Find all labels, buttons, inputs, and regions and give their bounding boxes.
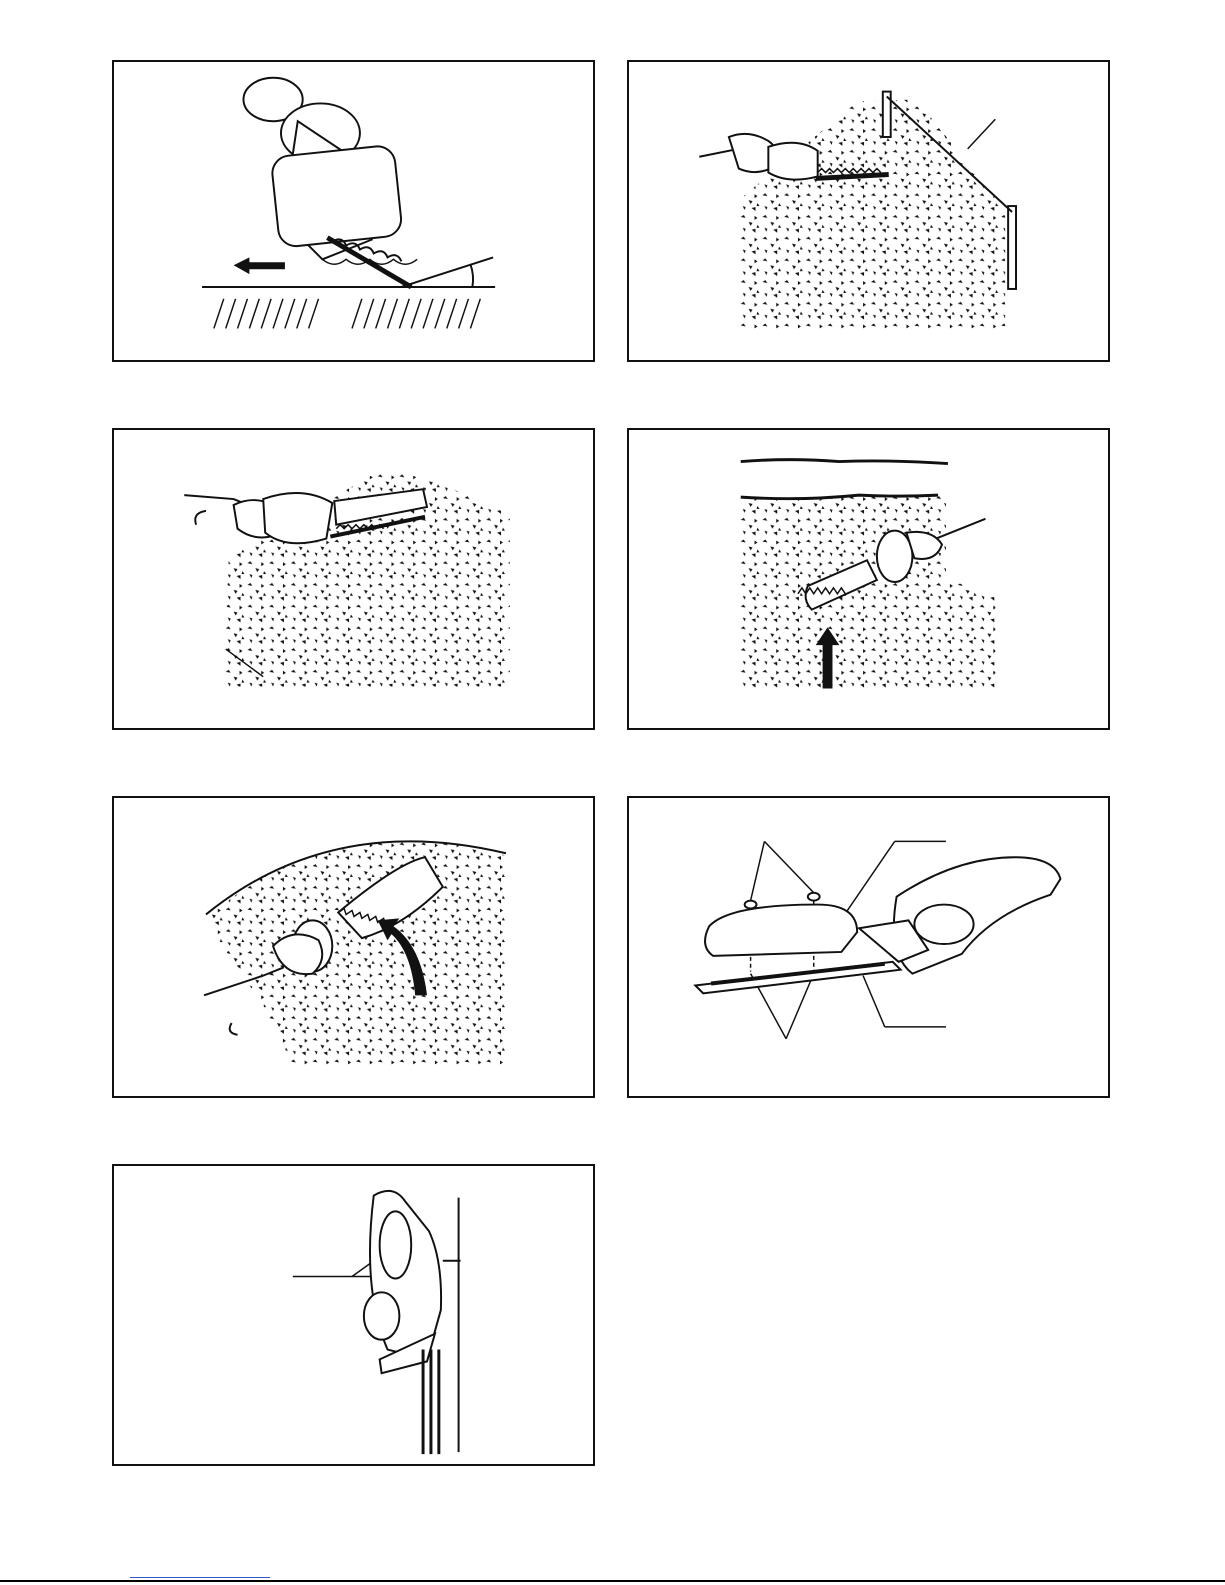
figure-wall-hanging-storage xyxy=(112,1164,595,1466)
leader-screws-left xyxy=(751,841,765,900)
hedge-foliage xyxy=(739,495,996,691)
footer-link-underline xyxy=(130,1577,270,1578)
leader-blade xyxy=(863,976,885,1027)
illustration-upward-trim xyxy=(629,430,1108,728)
figure-trimming-along-string-guide xyxy=(627,60,1110,362)
illustration-cover-assembly xyxy=(629,798,1108,1096)
illustration-hedge-top xyxy=(114,430,593,728)
stake-right xyxy=(1008,206,1016,289)
figure-trimming-rounded-top xyxy=(112,796,595,1098)
blade-cover xyxy=(705,905,857,956)
screw-left xyxy=(745,901,757,909)
tool-grip xyxy=(914,905,973,944)
angle-line xyxy=(401,257,493,287)
angle-arc xyxy=(470,264,473,287)
footer-rule xyxy=(0,1580,1225,1582)
figure-trimming-hedge-top xyxy=(112,428,595,730)
figure-trimming-ground-level xyxy=(112,60,595,362)
ground-hatching xyxy=(214,299,480,329)
illustration-rounded-trim xyxy=(114,798,593,1096)
leader-cover xyxy=(843,841,894,916)
screw-right xyxy=(808,893,820,901)
figure-blade-cover-assembly xyxy=(627,796,1110,1098)
tool-handle-hole xyxy=(380,1211,412,1278)
wrist-cuff xyxy=(195,511,206,525)
illustration-ground-trim xyxy=(114,62,593,360)
trimmer-body xyxy=(768,143,817,180)
tool-guard xyxy=(364,1292,400,1339)
leader-screws-right xyxy=(764,841,813,892)
hedge-foliage xyxy=(209,841,505,1065)
wrist-cuff xyxy=(230,1023,238,1035)
trimmer-body xyxy=(263,493,332,543)
hedge-foliage xyxy=(739,99,1005,328)
tool-guard xyxy=(271,145,403,248)
leader-line xyxy=(968,119,996,149)
illustration-string-guide xyxy=(629,62,1108,360)
hedge-top-line xyxy=(741,460,948,464)
direction-arrow-left xyxy=(234,257,285,274)
figure-trimming-upward-side xyxy=(627,428,1110,730)
trimmer-handle xyxy=(877,531,913,582)
illustration-wall-hanging xyxy=(114,1166,593,1464)
